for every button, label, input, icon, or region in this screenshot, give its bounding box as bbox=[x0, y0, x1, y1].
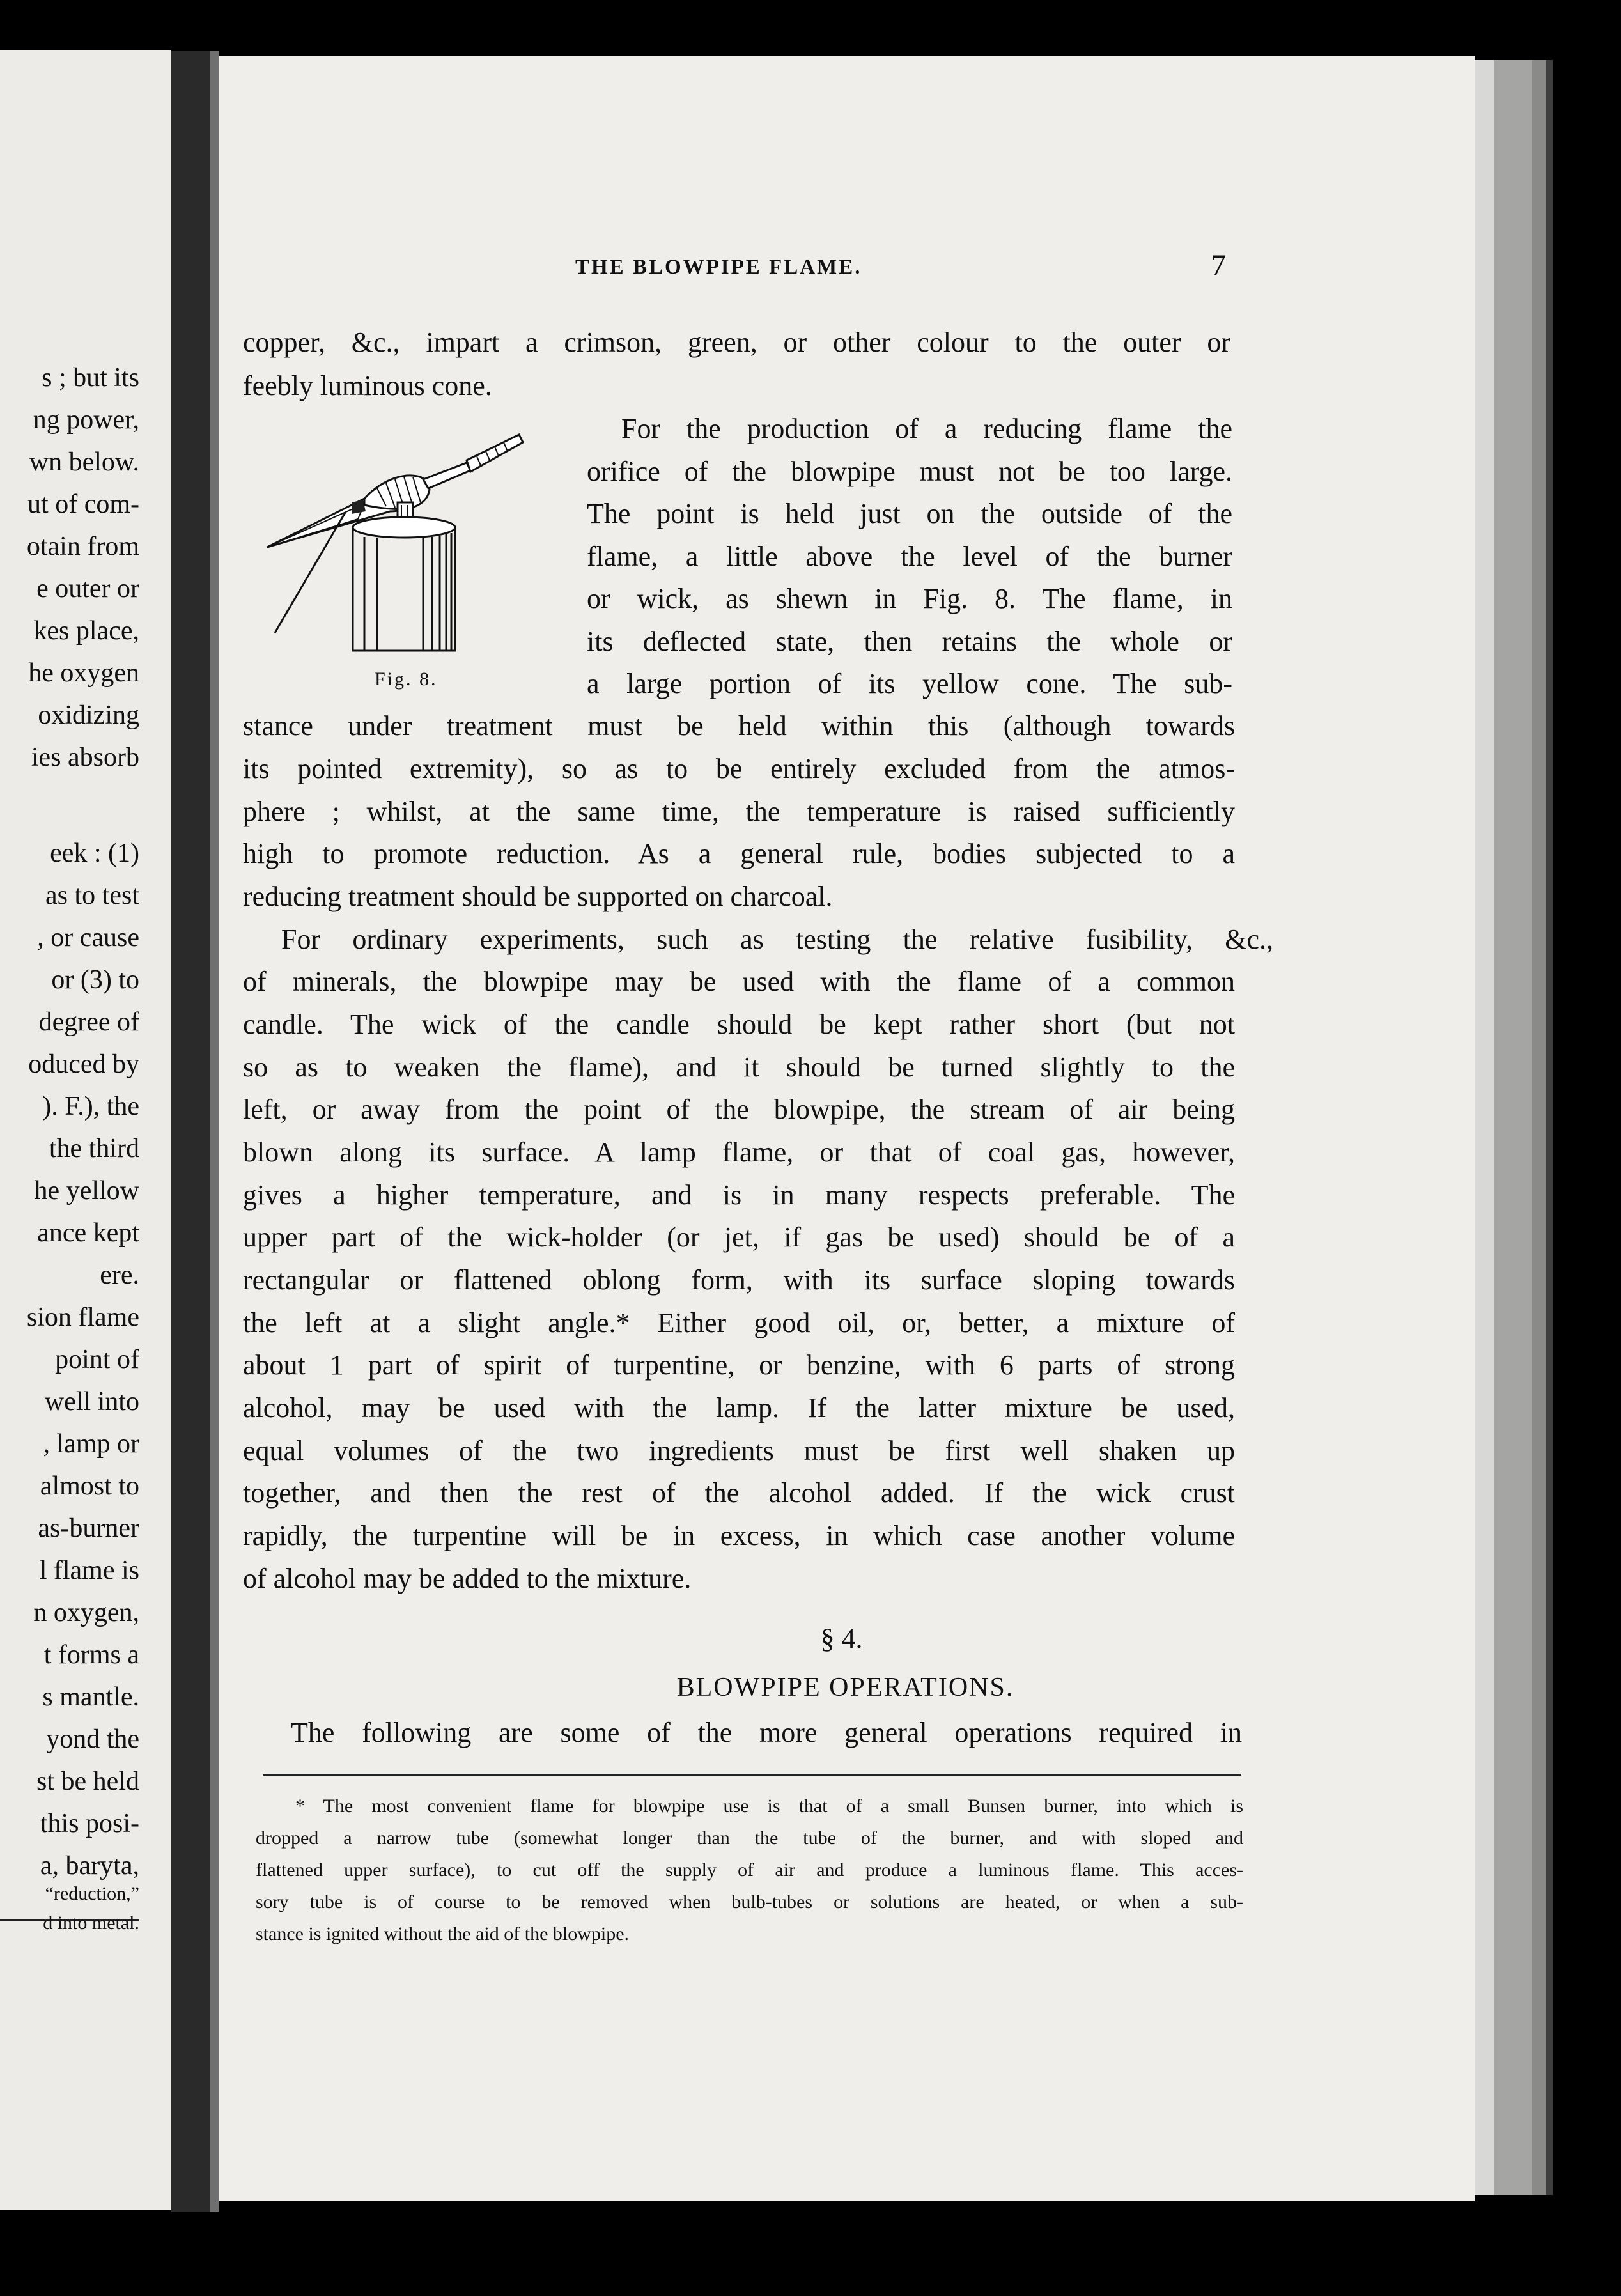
left-facing-page bbox=[0, 50, 171, 2210]
book-gutter bbox=[171, 51, 210, 2212]
left-page-line: ance kept bbox=[37, 1218, 139, 1248]
left-page-line: l flame is bbox=[39, 1556, 139, 1585]
body-line: feebly luminous cone. bbox=[243, 370, 492, 401]
blowpipe-figure bbox=[256, 409, 588, 665]
left-page-line: kes place, bbox=[33, 616, 139, 646]
left-page-line: ere. bbox=[100, 1260, 139, 1290]
left-page-line: he yellow bbox=[34, 1176, 139, 1206]
figure-caption: Fig. 8. bbox=[375, 669, 438, 690]
body-line: alcohol, may be used with the lamp. If the latter mixture be used, bbox=[243, 1392, 1235, 1423]
body-line: The point is held just on the outside of the bbox=[587, 498, 1232, 529]
body-line: reducing treatment should be supported on charcoal. bbox=[243, 881, 833, 912]
left-page-line: e outer or bbox=[36, 574, 139, 603]
footnote-line: * The most convenient flame for blowpipe use is that of a small Bunsen burner, into which is bbox=[295, 1796, 1243, 1817]
left-page-line: oduced by bbox=[28, 1050, 139, 1079]
left-page-line: point of bbox=[55, 1345, 139, 1374]
left-page-line: the third bbox=[49, 1134, 139, 1163]
body-line: equal volumes of the two ingredients must be first well shaken up bbox=[243, 1435, 1235, 1466]
body-line: its pointed extremity), so as to be entirely excluded from the atmos- bbox=[243, 753, 1235, 784]
body-line: copper, &c., impart a crimson, green, or other colour to the outer or bbox=[243, 327, 1230, 358]
left-page-line: yond the bbox=[46, 1725, 139, 1754]
body-line: its deflected state, then retains the whole or bbox=[587, 626, 1232, 657]
body-line: For the production of a reducing flame the bbox=[621, 413, 1232, 444]
page-stack-edge bbox=[1494, 60, 1532, 2195]
left-page-line: s ; but its bbox=[42, 363, 139, 392]
body-line: orifice of the blowpipe must not be too large. bbox=[587, 456, 1232, 487]
body-line: so as to weaken the flame), and it should be turned slightly to the bbox=[243, 1051, 1235, 1083]
body-line: of minerals, the blowpipe may be used with the flame of a common bbox=[243, 966, 1235, 997]
body-line: of alcohol may be added to the mixture. bbox=[243, 1563, 692, 1594]
page-stack-edge bbox=[1475, 60, 1494, 2195]
body-line: For ordinary experiments, such as testing the relative fusibility, &c., bbox=[281, 924, 1273, 955]
book-cover-edge bbox=[1546, 60, 1553, 2195]
left-page-line: t forms a bbox=[43, 1640, 139, 1670]
body-line: blown along its surface. A lamp flame, or that of coal gas, however, bbox=[243, 1136, 1235, 1168]
body-line: rapidly, the turpentine will be in excess, in which case another volume bbox=[243, 1520, 1235, 1551]
left-page-line: almost to bbox=[40, 1471, 139, 1501]
body-line: candle. The wick of the candle should be kept rather short (but not bbox=[243, 1009, 1235, 1040]
left-page-line: degree of bbox=[38, 1007, 139, 1037]
body-line: a large portion of its yellow cone. The sub- bbox=[587, 668, 1232, 699]
left-page-line: st be held bbox=[36, 1767, 139, 1796]
left-footnote-line: d into metal. bbox=[43, 1912, 139, 1934]
page-number: 7 bbox=[1211, 249, 1226, 283]
body-line: flame, a little above the level of the burner bbox=[587, 541, 1232, 572]
left-footnote-line: “reduction,” bbox=[45, 1883, 139, 1904]
left-page-line: as to test bbox=[45, 881, 139, 910]
left-page-line: wn below. bbox=[29, 447, 139, 477]
left-page-line: s mantle. bbox=[42, 1682, 139, 1712]
body-line: about 1 part of spirit of turpentine, or benzine, with 6 parts of strong bbox=[243, 1349, 1235, 1381]
left-page-line: this posi- bbox=[40, 1809, 139, 1838]
section-number: § 4. bbox=[820, 1623, 863, 1654]
body-line: phere ; whilst, at the same time, the temperature is raised sufficiently bbox=[243, 796, 1235, 827]
left-page-line: ng power, bbox=[33, 405, 139, 435]
left-page-line: n oxygen, bbox=[33, 1598, 139, 1627]
left-page-line: otain from bbox=[26, 532, 139, 561]
footnote-line: dropped a narrow tube (somewhat longer than the tube of the burner, and with sloped and bbox=[256, 1827, 1243, 1849]
footnote-line: flattened upper surface), to cut off the supply of air and produce a luminous flame. This acces- bbox=[256, 1859, 1243, 1881]
body-line: stance under treatment must be held within this (although towards bbox=[243, 710, 1235, 741]
gutter-edge bbox=[210, 51, 219, 2212]
left-page-line: ). F.), the bbox=[42, 1092, 139, 1121]
left-page-line: ut of com- bbox=[27, 490, 139, 519]
left-page-line: sion flame bbox=[26, 1303, 139, 1332]
section-title: BLOWPIPE OPERATIONS. bbox=[676, 1673, 1014, 1702]
left-page-line: a, baryta, bbox=[40, 1851, 139, 1881]
body-line: together, and then the rest of the alcohol added. If the wick crust bbox=[243, 1477, 1235, 1509]
left-page-line: eek : (1) bbox=[50, 839, 139, 868]
body-line: high to promote reduction. As a general rule, bodies subjected to a bbox=[243, 838, 1235, 869]
left-page-line: , lamp or bbox=[43, 1429, 139, 1459]
footnote-line: sory tube is of course to be removed when bulb-tubes or solutions are heated, or when a sub- bbox=[256, 1891, 1243, 1912]
body-line: or wick, as shewn in Fig. 8. The flame, in bbox=[587, 583, 1232, 614]
running-head: THE BLOWPIPE FLAME. bbox=[575, 256, 862, 279]
left-page-line: , or cause bbox=[37, 923, 139, 952]
body-line: the left at a slight angle.* Either good oil, or, better, a mixture of bbox=[243, 1307, 1235, 1338]
body-line: upper part of the wick-holder (or jet, if gas be used) should be of a bbox=[243, 1222, 1235, 1253]
body-line: rectangular or flattened oblong form, with its surface sloping towards bbox=[243, 1264, 1235, 1296]
left-page-line: well into bbox=[44, 1387, 139, 1416]
section-first-line: The following are some of the more general operations required in bbox=[291, 1717, 1242, 1748]
body-line: gives a higher temperature, and is in many respects preferable. The bbox=[243, 1179, 1235, 1211]
footnote-line: stance is ignited without the aid of the blowpipe. bbox=[256, 1923, 630, 1944]
left-page-line: he oxygen bbox=[28, 658, 139, 688]
left-page-line: or (3) to bbox=[51, 965, 139, 995]
left-page-line: as-burner bbox=[38, 1514, 139, 1543]
footnote-rule bbox=[263, 1774, 1241, 1776]
page-stack-edge bbox=[1532, 60, 1546, 2195]
body-line: left, or away from the point of the blowpipe, the stream of air being bbox=[243, 1094, 1235, 1125]
left-page-line: oxidizing bbox=[38, 701, 139, 730]
left-page-line: ies absorb bbox=[31, 743, 139, 772]
